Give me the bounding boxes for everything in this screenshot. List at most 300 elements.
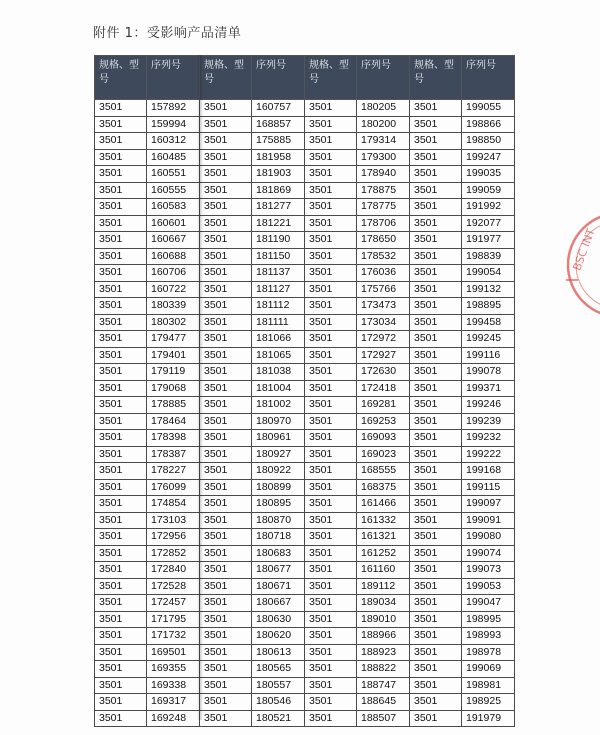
serial-number-cell: 181112 [252,298,305,315]
serial-number-cell: 160722 [147,281,200,298]
model-cell: 3501 [95,182,147,199]
serial-number-cell: 157892 [147,100,200,117]
model-cell: 3501 [200,265,252,282]
serial-number-cell: 181277 [252,199,305,216]
serial-number-cell: 199247 [462,149,515,166]
model-cell: 3501 [200,644,252,661]
serial-number-cell: 180671 [252,578,305,595]
model-cell: 3501 [200,710,252,727]
model-cell: 3501 [95,611,147,628]
model-cell: 3501 [305,578,357,595]
model-cell: 3501 [305,644,357,661]
column-header-serial: 序列号 [357,56,410,100]
model-cell: 3501 [200,413,252,430]
serial-number-cell: 173473 [357,298,410,315]
table-row [95,281,515,298]
serial-number-cell: 198839 [462,248,515,265]
model-cell: 3501 [200,463,252,480]
column-header-model: 规格、型号 [95,56,147,100]
model-cell: 3501 [95,397,147,414]
model-cell: 3501 [95,100,147,117]
table-header-row [95,56,515,100]
serial-number-cell: 161466 [357,496,410,513]
model-cell: 3501 [200,661,252,678]
serial-number-cell: 180546 [252,694,305,711]
serial-number-cell: 199054 [462,265,515,282]
serial-number-cell: 172927 [357,347,410,364]
serial-number-cell: 199232 [462,430,515,447]
model-cell: 3501 [410,380,462,397]
table-body [95,100,515,727]
serial-number-cell: 181127 [252,281,305,298]
model-cell: 3501 [200,611,252,628]
affected-products-table [94,55,515,727]
model-cell: 3501 [95,644,147,661]
model-cell: 3501 [305,232,357,249]
serial-number-cell: 180557 [252,677,305,694]
model-cell: 3501 [95,149,147,166]
serial-number-cell: 199053 [462,578,515,595]
serial-number-cell: 199168 [462,463,515,480]
serial-number-cell: 199132 [462,281,515,298]
serial-number-cell: 169023 [357,446,410,463]
model-cell: 3501 [305,595,357,612]
model-cell: 3501 [410,397,462,414]
model-cell: 3501 [305,331,357,348]
model-cell: 3501 [305,149,357,166]
serial-number-cell: 188822 [357,661,410,678]
serial-number-cell: 180895 [252,496,305,513]
serial-number-cell: 188507 [357,710,410,727]
serial-number-cell: 199080 [462,529,515,546]
serial-number-cell: 169501 [147,644,200,661]
serial-number-cell: 199097 [462,496,515,513]
model-cell: 3501 [305,413,357,430]
table-row [95,149,515,166]
serial-number-cell: 169355 [147,661,200,678]
serial-number-cell: 172852 [147,545,200,562]
model-cell: 3501 [95,628,147,645]
model-cell: 3501 [305,298,357,315]
serial-number-cell: 172630 [357,364,410,381]
serial-number-cell: 188923 [357,644,410,661]
serial-number-cell: 181137 [252,265,305,282]
serial-number-cell: 199115 [462,479,515,496]
serial-number-cell: 199246 [462,397,515,414]
model-cell: 3501 [200,578,252,595]
serial-number-cell: 180677 [252,562,305,579]
model-cell: 3501 [305,710,357,727]
table-row [95,314,515,331]
serial-number-cell: 159994 [147,116,200,133]
serial-number-cell: 191977 [462,232,515,249]
serial-number-cell: 189112 [357,578,410,595]
model-cell: 3501 [305,380,357,397]
serial-number-cell: 191992 [462,199,515,216]
model-cell: 3501 [410,710,462,727]
model-cell: 3501 [95,710,147,727]
table-row [95,347,515,364]
column-header-model: 规格、型号 [305,56,357,100]
model-cell: 3501 [410,133,462,150]
serial-number-cell: 198866 [462,116,515,133]
serial-number-cell: 168375 [357,479,410,496]
company-seal-stamp [560,205,600,325]
model-cell: 3501 [410,100,462,117]
serial-number-cell: 172972 [357,331,410,348]
table-row [95,562,515,579]
model-cell: 3501 [95,314,147,331]
serial-number-cell: 178940 [357,166,410,183]
model-cell: 3501 [305,463,357,480]
serial-number-cell: 180922 [252,463,305,480]
model-cell: 3501 [200,446,252,463]
serial-number-cell: 199059 [462,182,515,199]
serial-number-cell: 199371 [462,380,515,397]
model-cell: 3501 [410,545,462,562]
model-cell: 3501 [200,281,252,298]
model-cell: 3501 [410,116,462,133]
model-cell: 3501 [95,677,147,694]
serial-number-cell: 180565 [252,661,305,678]
serial-number-cell: 171795 [147,611,200,628]
model-cell: 3501 [95,595,147,612]
model-cell: 3501 [95,479,147,496]
model-cell: 3501 [410,661,462,678]
table-row [95,529,515,546]
serial-number-cell: 181066 [252,331,305,348]
serial-number-cell: 176036 [357,265,410,282]
model-cell: 3501 [95,281,147,298]
serial-number-cell: 178775 [357,199,410,216]
model-cell: 3501 [200,347,252,364]
serial-number-cell: 199035 [462,166,515,183]
model-cell: 3501 [95,545,147,562]
model-cell: 3501 [200,364,252,381]
table-row [95,578,515,595]
model-cell: 3501 [95,496,147,513]
model-cell: 3501 [95,661,147,678]
model-cell: 3501 [95,298,147,315]
serial-number-cell: 160688 [147,248,200,265]
serial-number-cell: 199047 [462,595,515,612]
model-cell: 3501 [200,694,252,711]
serial-number-cell: 178875 [357,182,410,199]
serial-number-cell: 175766 [357,281,410,298]
serial-number-cell: 180205 [357,100,410,117]
model-cell: 3501 [200,479,252,496]
table-row [95,397,515,414]
serial-number-cell: 198895 [462,298,515,315]
serial-number-cell: 199239 [462,413,515,430]
column-header-serial: 序列号 [147,56,200,100]
model-cell: 3501 [410,182,462,199]
serial-number-cell: 180667 [252,595,305,612]
serial-number-cell: 160583 [147,199,200,216]
table-row [95,199,515,216]
serial-number-cell: 180899 [252,479,305,496]
model-cell: 3501 [95,512,147,529]
table-row [95,479,515,496]
serial-number-cell: 181190 [252,232,305,249]
serial-number-cell: 181065 [252,347,305,364]
model-cell: 3501 [95,265,147,282]
serial-number-cell: 180870 [252,512,305,529]
model-cell: 3501 [305,314,357,331]
model-cell: 3501 [410,248,462,265]
model-cell: 3501 [95,166,147,183]
serial-number-cell: 180620 [252,628,305,645]
model-cell: 3501 [305,529,357,546]
serial-number-cell: 178532 [357,248,410,265]
model-cell: 3501 [410,281,462,298]
serial-number-cell: 176099 [147,479,200,496]
table-row [95,710,515,727]
model-cell: 3501 [200,182,252,199]
model-cell: 3501 [95,199,147,216]
serial-number-cell: 180718 [252,529,305,546]
serial-number-cell: 178650 [357,232,410,249]
serial-number-cell: 169317 [147,694,200,711]
model-cell: 3501 [200,314,252,331]
model-cell: 3501 [410,446,462,463]
model-cell: 3501 [200,166,252,183]
model-cell: 3501 [305,661,357,678]
model-cell: 3501 [200,133,252,150]
serial-number-cell: 198995 [462,611,515,628]
serial-number-cell: 180630 [252,611,305,628]
model-cell: 3501 [410,215,462,232]
column-header-serial: 序列号 [462,56,515,100]
serial-number-cell: 199074 [462,545,515,562]
model-cell: 3501 [200,628,252,645]
model-cell: 3501 [410,529,462,546]
model-cell: 3501 [95,331,147,348]
model-cell: 3501 [95,529,147,546]
serial-number-cell: 174854 [147,496,200,513]
serial-number-cell: 181903 [252,166,305,183]
model-cell: 3501 [305,364,357,381]
model-cell: 3501 [200,199,252,216]
model-cell: 3501 [200,512,252,529]
serial-number-cell: 179401 [147,347,200,364]
model-cell: 3501 [410,166,462,183]
column-header-model: 规格、型号 [200,56,252,100]
table-row [95,331,515,348]
model-cell: 3501 [305,479,357,496]
model-cell: 3501 [305,281,357,298]
model-cell: 3501 [410,232,462,249]
model-cell: 3501 [200,529,252,546]
model-cell: 3501 [410,314,462,331]
serial-number-cell: 180339 [147,298,200,315]
table-row [95,694,515,711]
model-cell: 3501 [95,562,147,579]
serial-number-cell: 178398 [147,430,200,447]
model-cell: 3501 [410,331,462,348]
model-cell: 3501 [305,199,357,216]
serial-number-cell: 179300 [357,149,410,166]
model-cell: 3501 [305,397,357,414]
model-cell: 3501 [200,215,252,232]
serial-number-cell: 172528 [147,578,200,595]
table-row [95,611,515,628]
serial-number-cell: 198981 [462,677,515,694]
model-cell: 3501 [200,298,252,315]
serial-number-cell: 173103 [147,512,200,529]
model-cell: 3501 [305,446,357,463]
serial-number-cell: 199069 [462,661,515,678]
serial-number-cell: 169248 [147,710,200,727]
serial-number-cell: 169093 [357,430,410,447]
model-cell: 3501 [305,133,357,150]
serial-number-cell: 178706 [357,215,410,232]
serial-number-cell: 181038 [252,364,305,381]
model-cell: 3501 [410,562,462,579]
serial-number-cell: 181002 [252,397,305,414]
table-row [95,232,515,249]
serial-number-cell: 181869 [252,182,305,199]
model-cell: 3501 [305,628,357,645]
model-cell: 3501 [95,248,147,265]
model-cell: 3501 [305,248,357,265]
model-cell: 3501 [410,578,462,595]
serial-number-cell: 173034 [357,314,410,331]
model-cell: 3501 [95,232,147,249]
serial-number-cell: 180200 [357,116,410,133]
model-cell: 3501 [305,100,357,117]
serial-number-cell: 161321 [357,529,410,546]
serial-number-cell: 199116 [462,347,515,364]
serial-number-cell: 188747 [357,677,410,694]
document-title: 附件 1：受影响产品清单 [93,26,242,41]
serial-number-cell: 180927 [252,446,305,463]
serial-number-cell: 161332 [357,512,410,529]
column-header-serial: 序列号 [252,56,305,100]
table-row [95,644,515,661]
model-cell: 3501 [95,133,147,150]
serial-number-cell: 181221 [252,215,305,232]
serial-number-cell: 189010 [357,611,410,628]
serial-number-cell: 181111 [252,314,305,331]
model-cell: 3501 [95,430,147,447]
model-cell: 3501 [410,265,462,282]
serial-number-cell: 179119 [147,364,200,381]
serial-number-cell: 172418 [357,380,410,397]
serial-number-cell: 172457 [147,595,200,612]
table-row [95,380,515,397]
serial-number-cell: 199458 [462,314,515,331]
table-row [95,545,515,562]
table-row [95,265,515,282]
serial-number-cell: 160485 [147,149,200,166]
model-cell: 3501 [305,611,357,628]
serial-number-cell: 160312 [147,133,200,150]
model-cell: 3501 [410,298,462,315]
model-cell: 3501 [305,677,357,694]
table-row [95,446,515,463]
model-cell: 3501 [200,545,252,562]
table-row [95,628,515,645]
model-cell: 3501 [305,512,357,529]
model-cell: 3501 [95,364,147,381]
serial-number-cell: 199245 [462,331,515,348]
table-row [95,463,515,480]
model-cell: 3501 [305,694,357,711]
serial-number-cell: 198978 [462,644,515,661]
model-cell: 3501 [95,116,147,133]
serial-number-cell: 160706 [147,265,200,282]
serial-number-cell: 180521 [252,710,305,727]
table-row [95,595,515,612]
model-cell: 3501 [200,100,252,117]
serial-number-cell: 180683 [252,545,305,562]
serial-number-cell: 188645 [357,694,410,711]
model-cell: 3501 [95,694,147,711]
model-cell: 3501 [410,413,462,430]
serial-number-cell: 180970 [252,413,305,430]
serial-number-cell: 199078 [462,364,515,381]
model-cell: 3501 [95,215,147,232]
model-cell: 3501 [305,116,357,133]
serial-number-cell: 171732 [147,628,200,645]
model-cell: 3501 [200,248,252,265]
model-cell: 3501 [305,496,357,513]
serial-number-cell: 199055 [462,100,515,117]
serial-number-cell: 175885 [252,133,305,150]
svg-text:BSC INT: BSC INT [570,226,598,273]
serial-number-cell: 198993 [462,628,515,645]
serial-number-cell: 179068 [147,380,200,397]
model-cell: 3501 [410,149,462,166]
model-cell: 3501 [305,182,357,199]
table-row [95,496,515,513]
model-cell: 3501 [305,347,357,364]
model-cell: 3501 [200,116,252,133]
serial-number-cell: 180961 [252,430,305,447]
table-row [95,413,515,430]
serial-number-cell: 199222 [462,446,515,463]
serial-number-cell: 191979 [462,710,515,727]
table-row [95,661,515,678]
model-cell: 3501 [95,446,147,463]
serial-number-cell: 168857 [252,116,305,133]
serial-number-cell: 178387 [147,446,200,463]
serial-number-cell: 180613 [252,644,305,661]
serial-number-cell: 181150 [252,248,305,265]
serial-number-cell: 172956 [147,529,200,546]
table-row [95,182,515,199]
model-cell: 3501 [305,265,357,282]
serial-number-cell: 179314 [357,133,410,150]
table-row [95,116,515,133]
column-header-model: 规格、型号 [410,56,462,100]
model-cell: 3501 [200,380,252,397]
serial-number-cell: 198925 [462,694,515,711]
serial-number-cell: 188966 [357,628,410,645]
model-cell: 3501 [305,430,357,447]
table-row [95,298,515,315]
model-cell: 3501 [200,232,252,249]
table-row [95,215,515,232]
model-cell: 3501 [410,364,462,381]
table-row [95,248,515,265]
serial-number-cell: 161252 [357,545,410,562]
serial-number-cell: 168555 [357,463,410,480]
table-row [95,100,515,117]
model-cell: 3501 [200,331,252,348]
model-cell: 3501 [200,430,252,447]
